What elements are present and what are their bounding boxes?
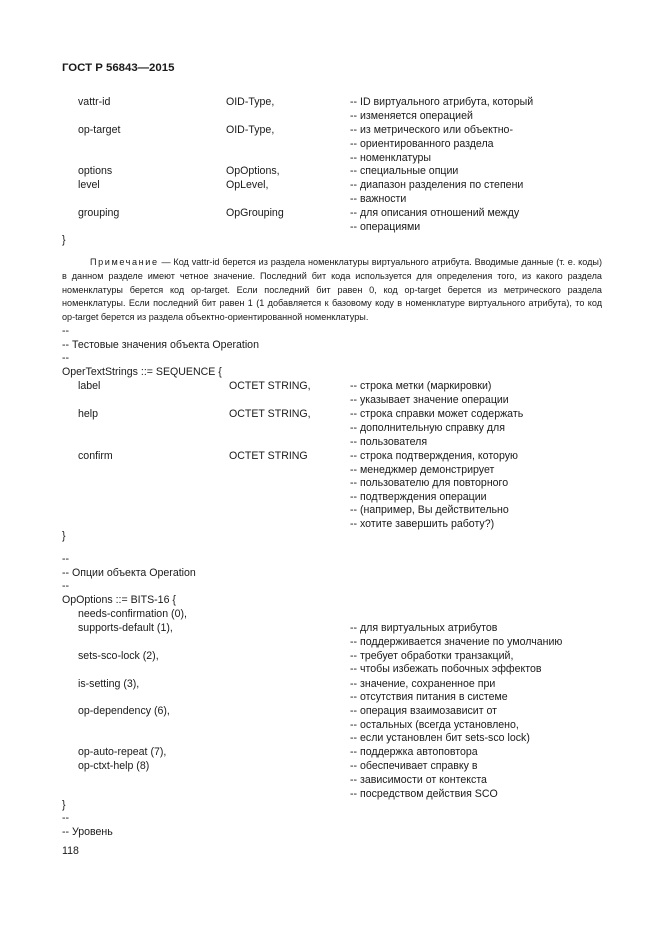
bit-comment: -- чтобы избежать побочных эффектов (350, 663, 542, 675)
bit-name: op-ctxt-help (8) (78, 760, 150, 772)
field-type: OCTET STRING, (229, 380, 311, 392)
field-comment: -- строка метки (маркировки) (350, 380, 492, 392)
closing-brace: } (62, 234, 66, 246)
field-comment: -- подтверждения операции (350, 491, 487, 503)
field-name: vattr-id (78, 96, 111, 108)
page-number: 118 (62, 845, 79, 857)
bit-comment: -- если установлен бит sets-sco lock) (350, 732, 530, 744)
field-name: op-target (78, 124, 121, 136)
comment-line: -- (62, 553, 70, 565)
field-comment: -- изменяется операцией (350, 110, 473, 122)
field-comment: -- операциями (350, 221, 421, 233)
bit-comment: -- значение, сохраненное при (350, 678, 496, 690)
note-text: — Код vattr-id берется из раздела номенклатуры виртуального атрибута. Вводимые данные (т. е. коды) в данном разделе имеют четное значение. Последний бит кода используется для определения того, из какого раздела номенклатуры берется код op-target. Если последний бит равен 0, код op-target берется из метрического раздела номенклатуры. Если последний бит равен 1 (1 добавляется к базовому коду в номенклатуре виртуального атрибута), то код op-target берется из раздела объектно-ориентированной номенклатуры. (62, 257, 602, 323)
field-name: confirm (78, 450, 113, 462)
field-type: OCTET STRING, (229, 408, 311, 420)
bit-comment: -- обеспечивает справку в (350, 760, 478, 772)
field-type: OID-Type, (226, 124, 275, 136)
field-name: help (78, 408, 99, 420)
comment-line: -- (62, 352, 70, 364)
bit-name: op-auto-repeat (7), (78, 746, 167, 758)
field-comment: -- важности (350, 193, 407, 205)
field-comment: -- специальные опции (350, 165, 459, 177)
bit-name: supports-default (1), (78, 622, 173, 634)
field-comment: -- пользователю для повторного (350, 477, 509, 489)
field-type: OID-Type, (226, 96, 275, 108)
comment-line: -- (62, 812, 70, 824)
field-comment: -- пользователя (350, 436, 428, 448)
field-name: grouping (78, 207, 120, 219)
bit-comment: -- поддержка автоповтора (350, 746, 478, 758)
field-comment: -- для описания отношений между (350, 207, 520, 219)
bit-name: op-dependency (6), (78, 705, 170, 717)
field-type: OCTET STRING (229, 450, 308, 462)
field-comment: -- номенклатуры (350, 152, 432, 164)
field-comment: -- ID виртуального атрибута, который (350, 96, 534, 108)
field-type: OpGrouping (226, 207, 284, 219)
field-comment: -- дополнительную справку для (350, 422, 505, 434)
field-comment: -- из метрического или объектно- (350, 124, 513, 136)
comment-line: -- (62, 325, 70, 337)
field-comment: -- строка подтверждения, которую (350, 450, 518, 462)
field-type: OpOptions, (226, 165, 280, 177)
field-comment: -- диапазон разделения по степени (350, 179, 524, 191)
bit-comment: -- посредством действия SCO (350, 788, 498, 800)
closing-brace: } (62, 799, 66, 811)
bit-comment: -- операция взаимозависит от (350, 705, 498, 717)
field-name: options (78, 165, 113, 177)
bit-name: sets-sco-lock (2), (78, 650, 159, 662)
bit-name: is-setting (3), (78, 678, 140, 690)
bit-comment: -- зависимости от контекста (350, 774, 487, 786)
section-comment: -- Опции объекта Operation (62, 567, 196, 579)
field-name: level (78, 179, 100, 191)
note-paragraph (62, 256, 602, 325)
field-type: OpLevel, (226, 179, 269, 191)
field-comment: -- менеджмер демонстрирует (350, 464, 495, 476)
comment-line: -- (62, 580, 70, 592)
field-comment: -- хотите завершить работу?) (350, 518, 495, 530)
section-comment: -- Тестовые значения объекта Operation (62, 339, 259, 351)
field-comment: -- указывает значение операции (350, 394, 509, 406)
bit-comment: -- остальных (всегда установлено, (350, 719, 519, 731)
note-label: Примечание (90, 257, 159, 267)
type-declaration: OpOptions ::= BITS-16 { (62, 594, 176, 606)
bit-comment: -- для виртуальных атрибутов (350, 622, 498, 634)
bit-comment: -- отсутствия питания в системе (350, 691, 508, 703)
bit-name: needs-confirmation (0), (78, 608, 187, 620)
section-comment: -- Уровень (62, 826, 113, 838)
bit-comment: -- требует обработки транзакций, (350, 650, 514, 662)
field-comment: -- ориентированного раздела (350, 138, 494, 150)
closing-brace: } (62, 530, 66, 542)
field-name: label (78, 380, 101, 392)
page-header: ГОСТ Р 56843—2015 (62, 62, 175, 74)
bit-comment: -- поддерживается значение по умолчанию (350, 636, 563, 648)
type-declaration: OperTextStrings ::= SEQUENCE { (62, 366, 222, 378)
field-comment: -- строка справки может содержать (350, 408, 524, 420)
field-comment: -- (например, Вы действительно (350, 504, 509, 516)
